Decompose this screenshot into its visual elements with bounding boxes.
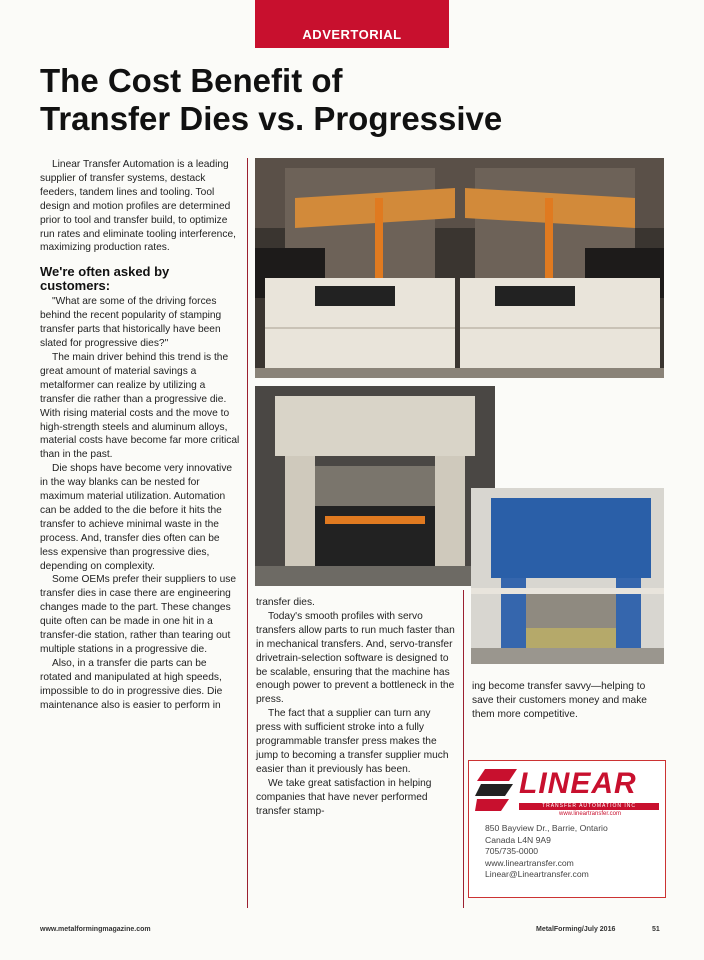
article-title (40, 62, 680, 138)
contact-city: Canada L4N 9A9 (485, 834, 551, 845)
intro-paragraph: Linear Transfer Automation is a leading supplier of transfer systems, destack feeders, tandem lines and tooling. Tool design and motion profiles are determined prior to tool and transfer build, to optimize run rates and eliminate tooling interference, maximizing production rates. (40, 159, 236, 254)
photo-press-frame-graphic (255, 386, 495, 586)
footer-page-number: 51 (652, 926, 660, 933)
col1-para-1: "What are some of the driving forces behind the recent popularity of stamping transfer parts that historically have been slated for progressive dies?" (40, 296, 222, 350)
col2-para-1: transfer dies. (256, 597, 315, 608)
col2-para-2: Today's smooth profiles with servo transfers allow parts to run much faster than in mechanical transfers. And, servo-transfer drivetrain-selection software is designed to be scalable, ensuring that the machine has enough power to prevent a bottleneck in the press. (256, 610, 455, 706)
col3-para-1: ing become transfer savvy—helping to save their customers money and make them more competitive. (472, 681, 647, 720)
linear-logo-url: www.lineartransfer.com (559, 811, 622, 817)
col2-para-4: We take great satisfaction in helping companies that have never performed transfer stamp- (256, 777, 432, 817)
col2-para-3: The fact that a supplier can turn any press with sufficient stroke into a fully programmable transfer press makes the jump to becoming a transfer supplier much easier than it previously has been. (256, 708, 449, 775)
linear-logo-mark-icon (475, 767, 517, 811)
column-rule-1 (247, 158, 248, 908)
contact-email[interactable]: Linear@Lineartransfer.com (485, 869, 589, 879)
column-2 (256, 596, 456, 819)
title-line-2: Transfer Dies vs. Progressive (40, 100, 503, 137)
linear-ad-box (468, 760, 666, 898)
col1-para-4: Some OEMs prefer their suppliers to use transfer dies in case there are engineering changes made to the part. These changes quite often can be made in one hit in a transfer-die station, rather than tearing out multiple stations in a progressive die. (40, 574, 237, 655)
contact-phone: 705/735-0000 (485, 846, 539, 856)
linear-logo-text: LINEAR (519, 767, 637, 800)
contact-block (485, 823, 608, 881)
photo-blue-press (471, 488, 664, 664)
contact-address: 850 Bayview Dr., Barrie, Ontario (485, 823, 608, 833)
footer-website[interactable]: www.metalformingmagazine.com (40, 926, 151, 933)
advertorial-tag: ADVERTORIAL (255, 0, 449, 48)
column-rule-2 (463, 590, 464, 908)
photo-blue-press-graphic (471, 488, 664, 664)
col1-para-5: Also, in a transfer die parts can be rotated and manipulated at high speeds, impossible to do in progressive dies. Die maintenance also is easier to perform in (40, 657, 223, 711)
photo-press-frame (255, 386, 495, 586)
linear-logo-subline: TRANSFER AUTOMATION INC (519, 803, 659, 810)
col1-para-3: Die shops have become very innovative in the way blanks can be nested for maximum material utilization. Automation can be added to the die before it hits the transfer to achieve minimal waste in the process. And, transfer dies often can be less expensive than progressive dies, depending on complexity. (40, 463, 233, 572)
col1-para-2: The main driver behind this trend is the great amount of material savings a metalformer can realize by utilizing a transfer die rather than a progressive die. With rising material costs and the move to high-strength steels and aluminum alloys, material costs have become far more critical than in the past. (40, 351, 240, 461)
column-1 (40, 158, 240, 713)
title-line-1: The Cost Benefit of (40, 62, 343, 99)
subhead: We're often asked by customers: (40, 264, 170, 294)
linear-logo (475, 767, 659, 811)
photo-transfer-systems (255, 158, 664, 378)
column-3 (472, 680, 668, 722)
footer-issue: MetalForming/July 2016 (536, 926, 616, 933)
photo-transfer-systems-graphic (255, 158, 664, 378)
contact-website[interactable]: www.lineartransfer.com (485, 857, 574, 868)
